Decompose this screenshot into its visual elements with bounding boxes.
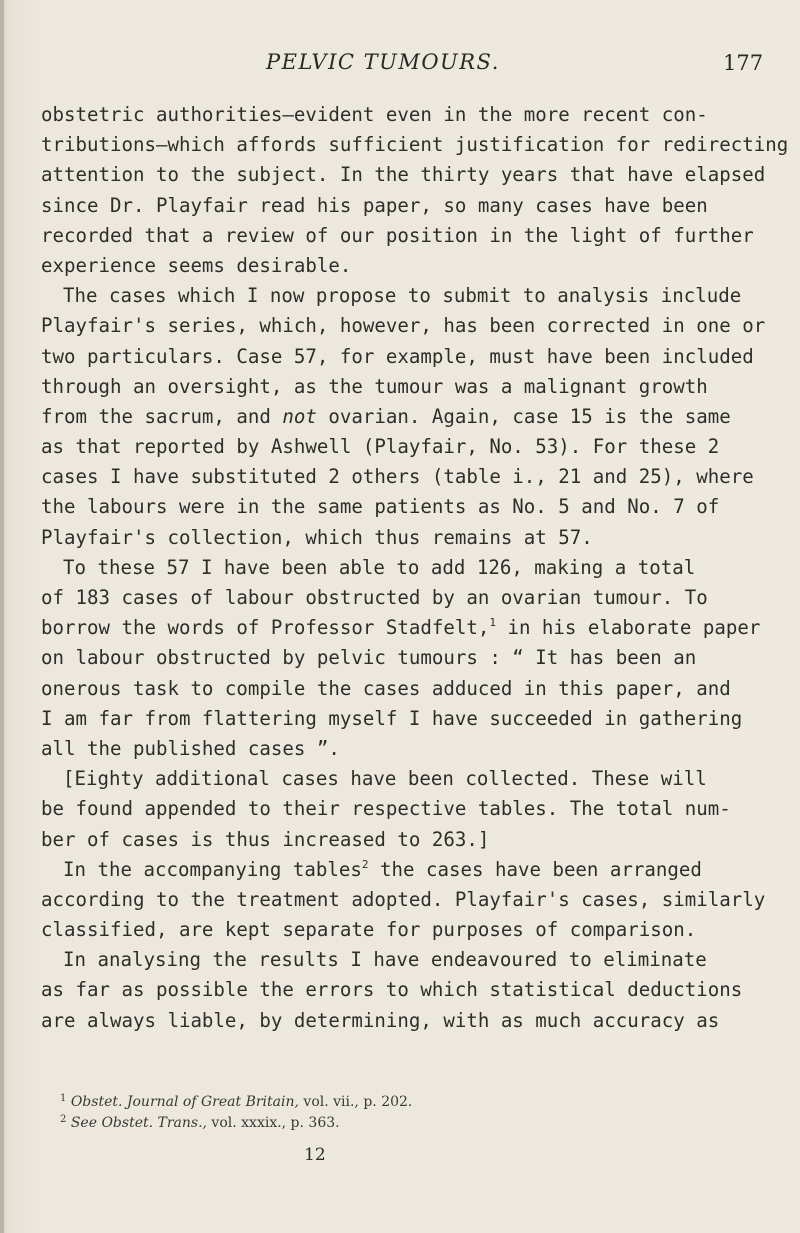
italic-text: not (282, 404, 317, 428)
text-line: of 183 cases of labour obstructed by an ovarian tumour. To (41, 586, 708, 609)
text-line: Playfair's collection, which thus remains at 57. (41, 525, 593, 549)
footnote-source: Obstet. Journal of Great Britain, (70, 1094, 299, 1110)
text-line: as that reported by Ashwell (Playfair, No. 53). For these 2 (41, 435, 720, 459)
running-title: PELVIC TUMOURS. (266, 50, 500, 74)
text-line: Playfair's series, which, however, has been corrected in one or (41, 314, 766, 338)
footnote-2 (60, 1113, 760, 1134)
text-line: ber of cases is thus increased to 263.] (41, 827, 490, 851)
text-line: since Dr. Playfair read his paper, so many cases have been (41, 193, 708, 217)
text-line: on labour obstructed by pelvic tumours : “ It has been an (41, 646, 697, 670)
text-line: To these 57 I have been able to add 126, making a total (63, 555, 696, 579)
text-segment: the cases have been arranged (368, 857, 702, 881)
text-line: through an oversight, as the tumour was a malignant growth (41, 374, 708, 398)
footnote-number: 1 (60, 1093, 67, 1104)
text-line (41, 855, 741, 885)
text-line: according to the treatment adopted. Playfair's cases, similarly (41, 887, 766, 911)
text-line: [Eighty additional cases have been collected. These will (63, 767, 707, 791)
text-line: as far as possible the errors to which statistical deductions (41, 978, 743, 1002)
text-line: be found appended to their respective tables. The total num- (41, 797, 731, 821)
text-line (41, 613, 761, 643)
text-line: experience seems desirable. (41, 253, 352, 277)
text-segment: ovarian. Again, case 15 is the same (316, 404, 731, 428)
footnotes (60, 1092, 760, 1134)
footnote-reference: vol. xxxix., p. 363. (206, 1115, 340, 1131)
body-text (41, 100, 789, 1036)
footnote-marker[interactable]: 2 (361, 857, 369, 871)
text-segment: borrow the words of Professor Stadfelt, (41, 616, 490, 640)
text-segment: in his elaborate paper (495, 616, 761, 640)
text-line: recorded that a review of our position in the light of further (41, 223, 754, 247)
footnote-reference: vol. vii., p. 202. (298, 1094, 413, 1110)
text-line: obstetric authorities—evident even in the more recent con- (41, 103, 708, 126)
text-line: classified, are kept separate for purposes of comparison. (41, 918, 697, 942)
text-line: onerous task to compile the cases adduced in this paper, and (41, 676, 731, 700)
page-header (0, 50, 800, 80)
footnote-source: See Obstet. Trans., (70, 1115, 207, 1131)
text-segment: from the sacrum, and (41, 404, 283, 428)
text-line: attention to the subject. In the thirty years that have elapsed (41, 163, 766, 187)
text-line (41, 402, 741, 432)
text-line: In analysing the results I have endeavoured to eliminate (63, 948, 707, 972)
page-number: 177 (723, 51, 764, 75)
footnote-number: 2 (60, 1114, 67, 1125)
text-line: The cases which I now propose to submit to analysis include (63, 284, 742, 308)
text-line: two particulars. Case 57, for example, must have been included (41, 344, 754, 368)
text-line: I am far from flattering myself I have succeeded in gathering (41, 706, 743, 730)
signature-mark: 12 (304, 1145, 326, 1165)
footnote-1 (60, 1092, 760, 1113)
page-spine-shadow (0, 0, 4, 1233)
footnote-marker[interactable]: 1 (489, 616, 496, 630)
text-line: cases I have substituted 2 others (table i., 21 and 25), where (41, 465, 754, 489)
text-line: tributions—which affords sufficient justification for redirecting (41, 133, 789, 157)
text-line: the labours were in the same patients as No. 5 and No. 7 of (41, 495, 720, 519)
text-line: are always liable, by determining, with as much accuracy as (41, 1008, 720, 1032)
text-line: all the published cases ”. (41, 736, 340, 760)
text-segment: In the accompanying tables (63, 857, 362, 881)
